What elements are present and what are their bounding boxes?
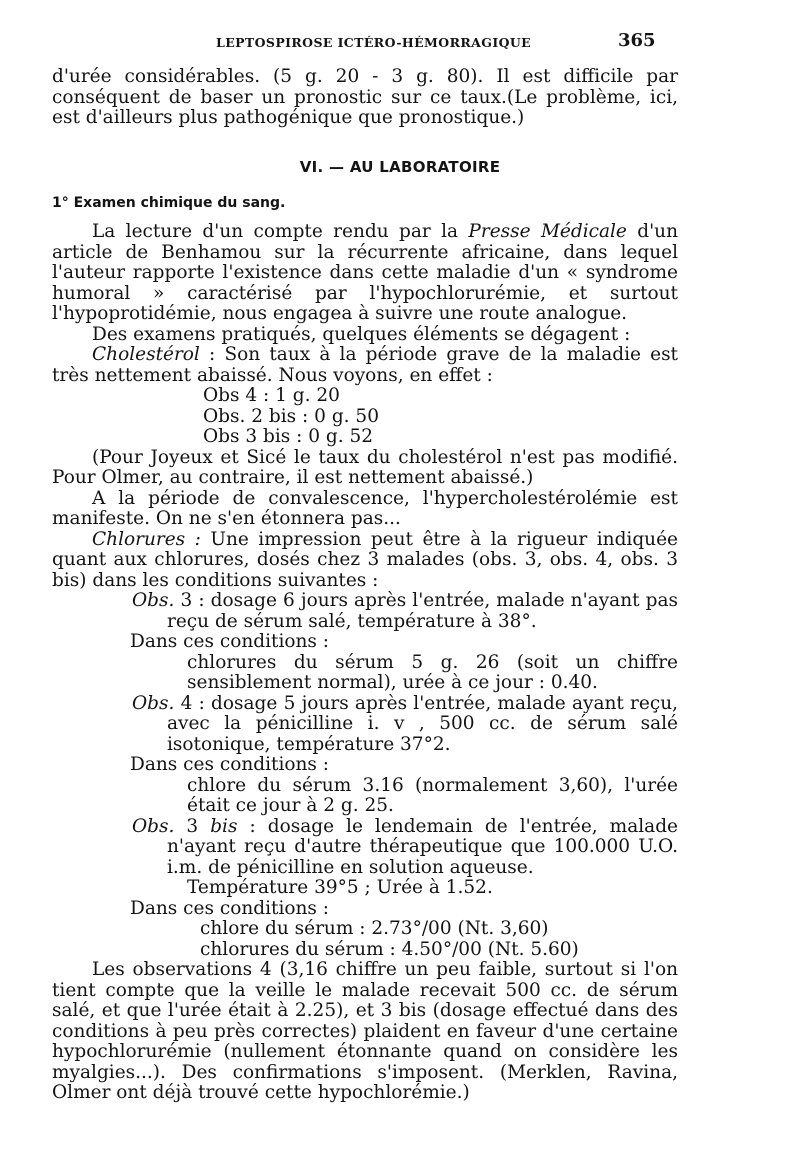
chlorures-paragraph: Chlorures : Une impression peut être à la rigueur indiquée quant aux chlorures, dosés chez 3 malades (obs. 3, obs. 4, obs. 3 bis) dans les conditions suivantes : bbox=[52, 528, 678, 591]
cholesterol-paragraph: Cholestérol : Son taux à la période grave de la maladie est très nettement abaissé. Nous voyons, en effet : bbox=[52, 344, 678, 386]
cholesterol-label: Cholestérol bbox=[92, 344, 200, 365]
obs-3bis-conditions: Dans ces conditions : bbox=[130, 897, 330, 919]
page-number: 365 bbox=[618, 30, 656, 51]
section-title: VI. — AU LABORATOIRE bbox=[299, 158, 501, 176]
cholesterol-note: (Pour Joyeux et Sicé le taux du cholestérol n'est pas modifié. Pour Olmer, au contraire, il est nettement abaissé.) bbox=[52, 446, 678, 488]
cholesterol-convalescence: A la période de convalescence, l'hypercholestérolémie est manifeste. On ne s'en étonnera pas... bbox=[52, 487, 678, 529]
obs-4-detail: chlore du sérum 3.16 (normalement 3,60), l'urée était ce jour à 2 g. 25. bbox=[187, 774, 678, 816]
obs-3-line: Obs. 3 : dosage 6 jours après l'entrée, malade n'ayant pas reçu de sérum salé, température à 38°. bbox=[132, 590, 678, 632]
obs-3-conditions: Dans ces conditions : bbox=[130, 631, 330, 652]
intro-paragraph bbox=[52, 67, 678, 129]
obs-3bis-value: chlorures du sérum : 4.50°/00 (Nt. 5.60) bbox=[200, 938, 579, 960]
chlorures-label: Chlorures : bbox=[92, 528, 201, 550]
obs-4-line: Obs. 4 : dosage 5 jours après l'entrée, malade ayant reçu, avec la pénicilline i. v , 500 cc. de sérum salé isotonique, température 37°2. bbox=[132, 692, 678, 755]
cholesterol-value: Obs. 2 bis : 0 g. 50 bbox=[203, 405, 379, 427]
obs-3bis-line: Obs. 3 bis : dosage le lendemain de l'entrée, malade n'ayant reçu d'autre thérapeutique que 100.000 U.O. i.m. de pénicilline en solution aqueuse. bbox=[132, 815, 678, 878]
intro-text: d'urée considérables. (5 g. 20 - 3 g. 80). Il est difficile par conséquent de baser un pronostic sur ce taux.(Le problème, ici, est d'ailleurs plus pathogénique que pronostique.) bbox=[52, 66, 678, 128]
conclusion-paragraph: Les observations 4 (3,16 chiffre un peu faible, surtout si l'on tient compte que la veille le malade recevait 500 cc. de sérum salé, et que l'urée était à 2.25), et 3 bis (dosage effectué dans des conditions à peu près correctes) plaident en faveur d'une certaine hypochlorurémie (nullement étonnante quand on considère les myalgies...). Des confirmations s'imposent. (Merklen, Ravina, Olmer ont déjà trouvé cette hypochlorémie.) bbox=[52, 959, 678, 1103]
cholesterol-value: Obs 3 bis : 0 g. 52 bbox=[203, 426, 374, 447]
journal-title: Presse Médicale bbox=[468, 221, 627, 242]
page-header bbox=[0, 30, 800, 54]
obs-3bis-values bbox=[52, 919, 678, 960]
running-head: LEPTOSPIROSE ICTÉRO-HÉMORRAGIQUE bbox=[216, 35, 532, 50]
para-lecture: La lecture d'un compte rendu par la Presse Médicale d'un article de Benhamou sur la récurrente africaine, dans lequel l'auteur rapporte l'existence dans cette maladie d'un « syndrome humoral » caractérisé par l'hypochlorurémie, et surtout l'hypoprotidémie, nous engagea à suivre une route analogue. bbox=[52, 221, 679, 324]
body-text bbox=[52, 222, 678, 1104]
obs-3-block bbox=[52, 591, 678, 694]
obs-4-conditions: Dans ces conditions : bbox=[130, 754, 330, 775]
obs-4-block bbox=[52, 694, 678, 817]
subsection-title: 1° Examen chimique du sang. bbox=[52, 195, 286, 211]
obs-3bis-block bbox=[52, 817, 678, 961]
obs-3bis-extra: Température 39°5 ; Urée à 1.52. bbox=[187, 877, 493, 898]
cholesterol-values bbox=[52, 386, 678, 448]
para-examens: Des examens pratiqués, quelques éléments se dégagent : bbox=[92, 323, 631, 345]
obs-3-detail: chlorures du sérum 5 g. 26 (soit un chiffre sensiblement normal), urée à ce jour : 0.40. bbox=[187, 651, 678, 693]
obs-3bis-value: chlore du sérum : 2.73°/00 (Nt. 3,60) bbox=[200, 918, 549, 939]
cholesterol-value: Obs 4 : 1 g. 20 bbox=[203, 385, 340, 406]
